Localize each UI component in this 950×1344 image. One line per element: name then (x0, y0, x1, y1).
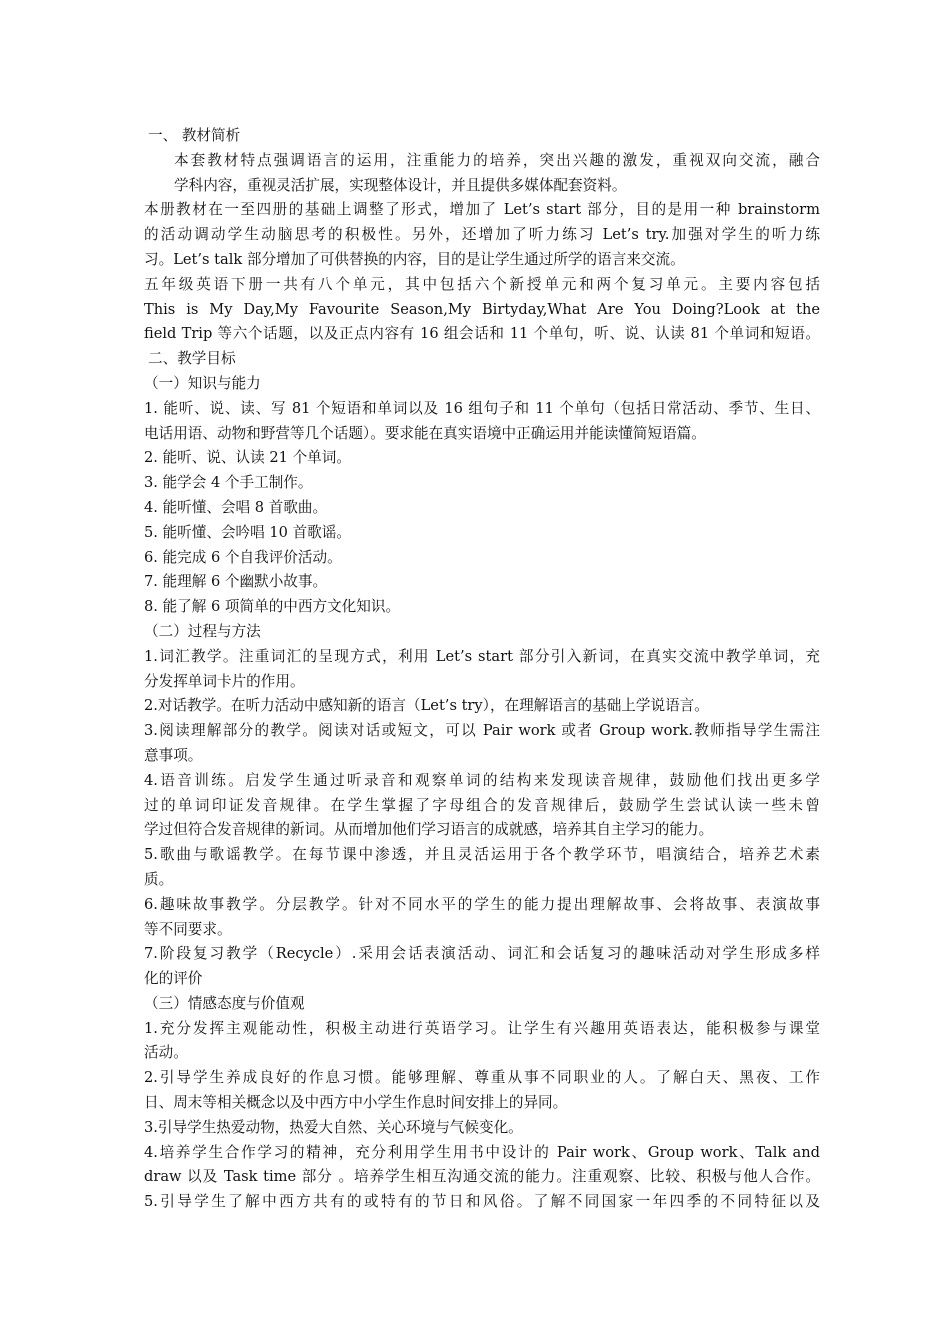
text-line: （三）情感态度与价值观 (144, 994, 305, 1012)
text-line: 1. 能听、说、读、写 81 个短语和单词以及 16 组句子和 11 个单句（包括日常活动、季节、生日、 (144, 399, 820, 417)
text-line: 一、 教材简析 (148, 127, 241, 144)
text-line: 8. 能了解 6 项简单的中西方文化知识。 (144, 598, 401, 616)
text-line: （二）过程与方法 (144, 622, 261, 640)
text-line: 化的评价 (144, 970, 203, 988)
text-line: 分发挥单词卡片的作用。 (144, 672, 305, 690)
text-line: 活动。 (144, 1044, 188, 1062)
text-line: 3.阅读理解部分的教学。阅读对话或短文，可以 Pair work 或者 Group work.教师指导学生需注 (144, 722, 820, 740)
text-line: field Trip 等六个话题，以及正点内容有 16 组会话和 11 个单句，听、说、认读 81 个单词和短语。 (144, 325, 820, 343)
text-line: 习。Let’s talk 部分增加了可供替换的内容，目的是让学生通过所学的语言来交流。 (144, 250, 685, 268)
text-line: 电话用语、动物和野营等几个话题）。要求能在真实语境中正确运用并能读懂简短语篇。 (144, 424, 706, 442)
text-line: 4.语音训练。启发学生通过听录音和观察单词的结构来发现读音规律，鼓励他们找出更多学 (144, 771, 820, 789)
text-line: 4.培养学生合作学习的精神，充分利用学生用书中设计的 Pair work、Group work、Talk and (144, 1143, 820, 1161)
text-line: 7.阶段复习教学（Recycle）.采用会话表演活动、词汇和会话复习的趣味活动对学生形成多样 (144, 945, 820, 963)
text-line: 过的单词印证发音规律。在学生掌握了字母组合的发音规律后，鼓励学生尝试认读一些未曾 (144, 796, 820, 814)
text-line: 3.引导学生热爱动物，热爱大自然、关心环境与气候变化。 (144, 1118, 523, 1136)
text-line: 2.对话教学。在听力活动中感知新的语言（Let’s try），在理解语言的基础上学说语言。 (144, 697, 709, 715)
text-line: 6. 能完成 6 个自我评价活动。 (144, 548, 342, 566)
text-line: 学过但符合发音规律的新词。从而增加他们学习语言的成就感，培养其自主学习的能力。 (144, 821, 714, 839)
text-line: This is My Day,My Favourite Season,My Birtyday,What Are You Doing?Look at the (144, 300, 820, 318)
text-line: 本册教材在一至四册的基础上调整了形式，增加了 Let’s start 部分，目的是用一种 brainstorm (144, 201, 820, 219)
text-line: 的活动调动学生动脑思考的积极性。另外，还增加了听力练习 Let’s try.加强对学生的听力练 (144, 226, 820, 244)
text-line: 等不同要求。 (144, 920, 232, 938)
text-line: 五年级英语下册一共有八个单元，其中包括六个新授单元和两个复习单元。主要内容包括 (144, 275, 820, 293)
text-line: 2.引导学生养成良好的作息习惯。能够理解、尊重从事不同职业的人。了解白天、黑夜、工作 (144, 1069, 820, 1087)
text-line: 5.歌曲与歌谣教学。在每节课中渗透，并且灵活运用于各个教学环节，唱演结合，培养艺术素 (144, 846, 820, 864)
text-line: 6.趣味故事教学。分层教学。针对不同水平的学生的能力提出理解故事、会将故事、表演故事 (144, 895, 820, 913)
text-line: 2. 能听、说、认读 21 个单词。 (144, 449, 351, 467)
text-line: 4. 能听懂、会唱 8 首歌曲。 (144, 498, 328, 516)
text-line: 二、教学目标 (148, 350, 236, 368)
text-line: 日、周末等相关概念以及中西方中小学生作息时间安排上的异同。 (144, 1094, 568, 1112)
text-line: 5.引导学生了解中西方共有的或特有的节日和风俗。了解不同国家一年四季的不同特征以及 (144, 1193, 820, 1211)
text-line: 3. 能学会 4 个手工制作。 (144, 474, 313, 492)
text-line: 本套教材特点强调语言的运用，注重能力的培养，突出兴趣的激发，重视双向交流，融合 (174, 151, 820, 169)
text-line: 意事项。 (144, 746, 203, 764)
text-line: 1.词汇教学。注重词汇的呈现方式，利用 Let’s start 部分引入新词，在真实交流中教学单词，充 (144, 647, 820, 665)
text-line: （一）知识与能力 (144, 374, 261, 392)
text-line: draw 以及 Task time 部分 。培养学生相互沟通交流的能力。注重观察、比较、积极与他人合作。 (144, 1168, 820, 1186)
text-line: 质。 (144, 870, 174, 888)
text-line: 学科内容，重视灵活扩展，实现整体设计，并且提供多媒体配套资料。 (174, 176, 627, 194)
document-page (144, 124, 820, 1215)
text-line: 5. 能听懂、会吟唱 10 首歌谣。 (144, 523, 351, 541)
text-line: 7. 能理解 6 个幽默小故事。 (144, 573, 328, 591)
text-line: 1.充分发挥主观能动性，积极主动进行英语学习。让学生有兴趣用英语表达，能积极参与课堂 (144, 1019, 820, 1037)
